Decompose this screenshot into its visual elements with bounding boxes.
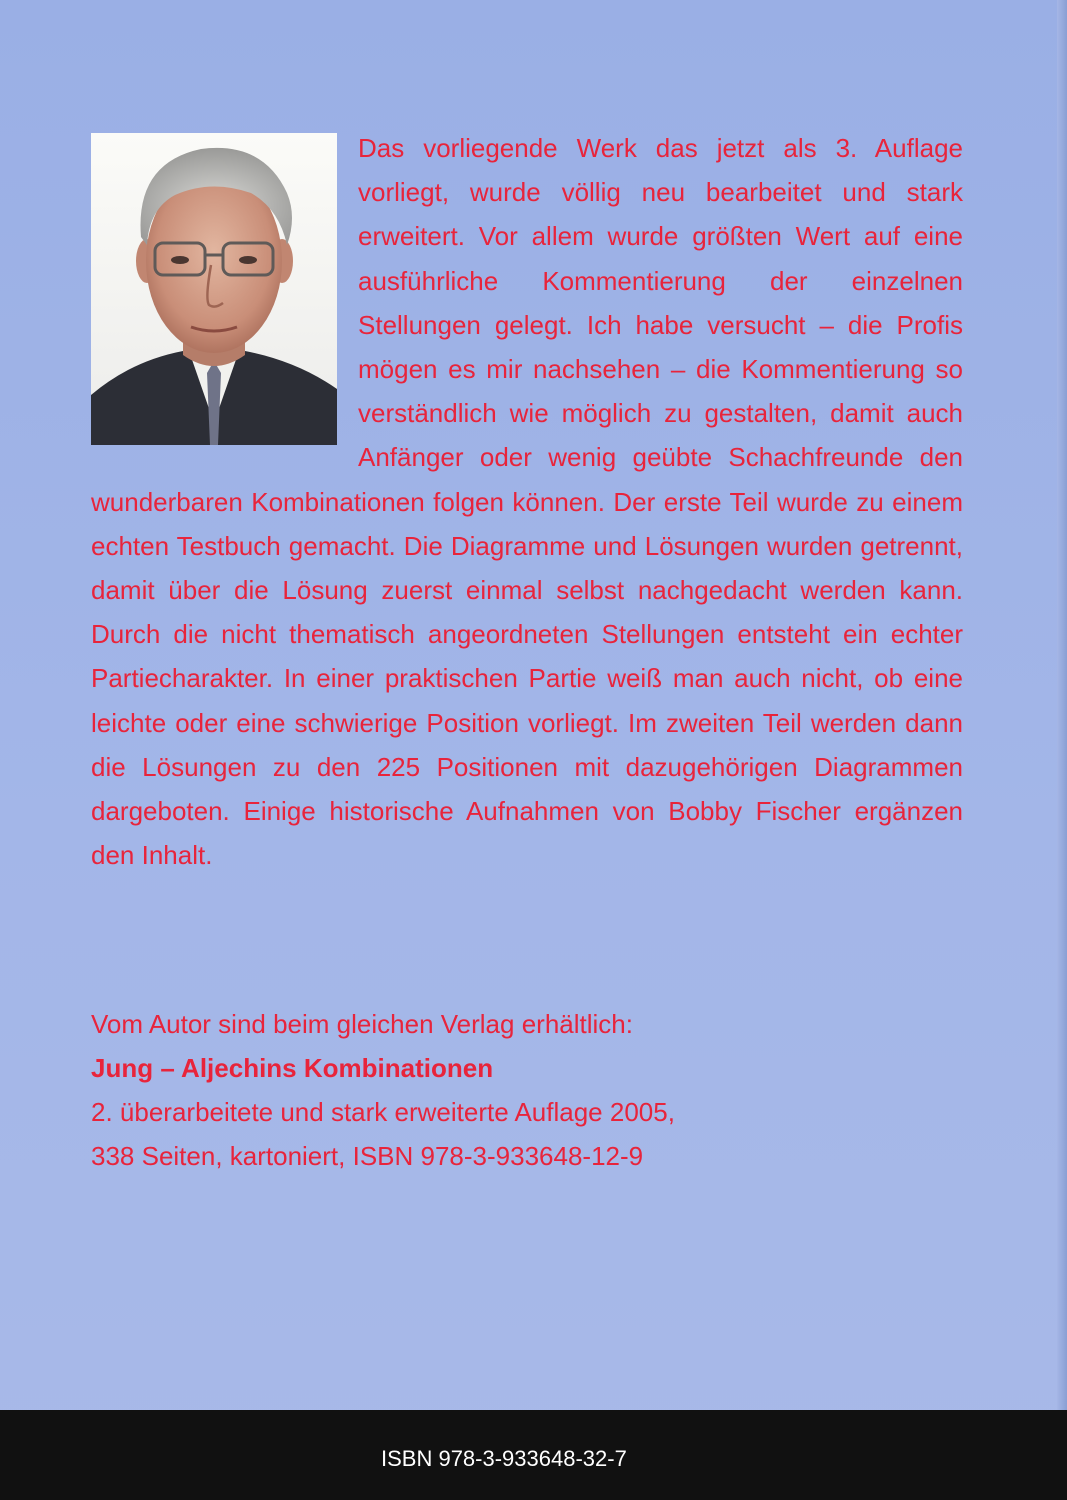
blurb-text: Das vorliegende Werk das jetzt als 3. Auflage vorliegt, wurde völlig neu bearbeitet und stark erweitert. Vor allem wurde größten Wert auf eine ausführliche Kommentierung der einzelnen Stellungen gelegt. Ich habe versucht – die Profis mögen es mir nachsehen – die Kommentierung so verständlich wie möglich zu gestalten, damit auch Anfänger oder wenig geübte Schachfreunde den wunderbaren Kombinationen folgen können. Der erste Teil wurde zu einem echten Testbuch gemacht. Die Diagramme und Lösungen wurden getrennt, damit über die Lösung zuerst einmal selbst nachgedacht werden kann. Durch die nicht thematisch angeordneten Stellungen entsteht ein echter Partiecharakter. In einer praktischen Partie weiß man auch nicht, ob eine leichte oder eine schwierige Position vorliegt. Im zweiten Teil werden dann die Lösungen zu den 225 Positionen mit dazugehörigen Diagrammen dargeboten. Einige historische Aufnahmen von Bobby Fischer ergänzen den Inhalt. [91,133,963,871]
other-work-title: Jung – Aljechins Kombinationen [91,1053,494,1083]
other-work-details: 338 Seiten, kartoniert, ISBN 978-3-933648-12-9 [91,1141,644,1171]
other-work-edition: 2. überarbeitete und stark erweiterte Auflage 2005, [91,1097,675,1127]
other-works-intro: Vom Autor sind beim gleichen Verlag erhältlich: [91,1009,633,1039]
cover-edge-shadow [1057,0,1067,1410]
photo-wrap-spacer [91,126,358,466]
isbn-label: ISBN 978-3-933648-32-7 [381,1446,627,1471]
other-works-section [91,1002,963,1178]
book-blurb [91,126,963,877]
